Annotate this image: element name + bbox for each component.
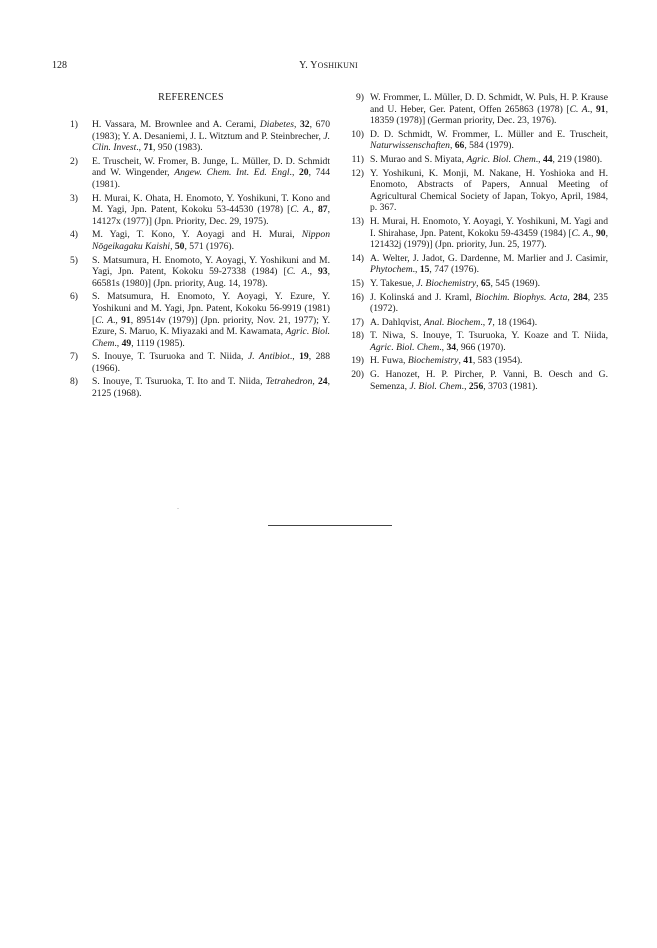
reference-volume: 34 xyxy=(446,341,457,353)
running-head-smallcaps: OSHIKUNI xyxy=(317,61,358,70)
reference-journal: Biochemistry xyxy=(407,355,459,367)
reference-volume: 66 xyxy=(454,140,465,152)
reference-segment: S. Inouye, T. Tsuruoka and T. Niida, xyxy=(92,351,248,363)
reference-segment: , xyxy=(449,140,455,152)
reference-segment: A. Welter, J. Jadot, G. Dardenne, M. Marlier and J. Casimir, xyxy=(370,252,608,264)
reference-journal: C. A xyxy=(286,266,308,278)
reference-segment: ., xyxy=(289,167,299,179)
reference-number: 2) xyxy=(70,155,78,167)
reference-volume: 284 xyxy=(573,291,588,303)
reference-number: 10) xyxy=(351,128,364,140)
reference-item xyxy=(346,355,608,367)
reference-text xyxy=(92,376,330,399)
reference-number: 8) xyxy=(70,376,78,388)
reference-journal: Nippon Nōgeikagaku Kaishi xyxy=(92,229,330,252)
reference-text xyxy=(370,355,522,366)
reference-segment: H. Vassara, M. Brownlee and A. Cerami, xyxy=(92,119,260,130)
reference-item xyxy=(346,129,608,152)
reference-volume: 91 xyxy=(596,103,606,115)
reference-segment: ., xyxy=(309,204,318,216)
reference-segment: , 219 (1980). xyxy=(552,153,603,165)
reference-volume: 41 xyxy=(463,355,473,367)
reference-item xyxy=(52,156,330,191)
reference-journal: J. Biochemistry xyxy=(416,277,477,289)
reference-text xyxy=(92,291,330,348)
page-header xyxy=(0,60,657,74)
reference-segment: ., xyxy=(587,103,596,115)
reference-journal: Agric. Biol. Chem xyxy=(92,326,331,349)
reference-journal: Angew. Chem. Int. Ed. Engl xyxy=(174,167,290,179)
reference-item xyxy=(52,193,330,228)
reference-journal: J. Antibiot xyxy=(247,351,290,363)
reference-text xyxy=(92,119,330,153)
reference-journal: C. A xyxy=(95,314,114,326)
reference-segment: ., xyxy=(535,153,543,165)
reference-volume: 49 xyxy=(121,337,132,349)
reference-segment: T. Niwa, S. Inouye, T. Tsuruoka, Y. Koaze and T. Niida, xyxy=(370,330,608,342)
reference-segment: , 89514v (1979)] (Jpn. priority, Nov. 21, 1977); Y. Ezure, S. Maruo, K. Miyazaki and M. Kawamata, xyxy=(92,314,330,338)
reference-text xyxy=(370,292,608,315)
reference-item xyxy=(346,168,608,214)
reference-segment: , 2125 (1968). xyxy=(92,376,330,400)
reference-item xyxy=(346,292,608,315)
running-head xyxy=(0,60,657,71)
reference-number: 16) xyxy=(351,291,364,303)
reference-text xyxy=(370,92,608,126)
reference-volume: 71 xyxy=(143,142,154,154)
reference-item xyxy=(346,216,608,251)
reference-segment: , 950 (1983). xyxy=(153,142,203,154)
reference-segment: S. Murao and S. Miyata, xyxy=(370,153,467,165)
reference-journal: Naturwissenschaften xyxy=(370,140,450,152)
reference-volume: 44 xyxy=(542,153,553,165)
reference-number: 18) xyxy=(351,330,364,342)
reference-segment: , 571 (1976). xyxy=(184,240,235,252)
reference-text xyxy=(370,216,608,250)
reference-segment: , 747 (1976). xyxy=(429,264,479,276)
references-right-column xyxy=(346,92,608,394)
reference-item xyxy=(346,369,608,392)
reference-journal: J. Clin. Invest xyxy=(92,130,330,154)
reference-journal: C. A xyxy=(569,103,588,115)
reference-item xyxy=(52,229,330,252)
reference-item xyxy=(52,255,330,290)
reference-journal: Tetrahedron xyxy=(265,376,313,388)
reference-number: 3) xyxy=(70,192,78,204)
reference-number: 15) xyxy=(351,277,364,289)
reference-journal: J. Biol. Chem xyxy=(409,380,462,392)
reference-segment: D. D. Schmidt, W. Frommer, L. Müller and E. Truscheit, xyxy=(370,128,608,140)
reference-segment: , 670 (1983); Y. A. Desaniemi, J. L. Witztum and P. Steinbrecher, xyxy=(92,119,331,142)
reference-segment: G. Hanozet, H. P. Pircher, P. Vanni, B. Oesch and G. Semenza, xyxy=(370,369,608,392)
reference-item xyxy=(346,253,608,276)
reference-volume: 32 xyxy=(300,119,310,130)
reference-segment: , 966 (1970). xyxy=(456,341,506,353)
reference-segment: Y. Yoshikuni, K. Monji, M. Nakane, H. Yoshioka and H. Enomoto, Abstracts of Papers, Annual Meeting of Agricultural Chemical Society of Japan, Tokyo, April, 1984, p. 367. xyxy=(370,167,608,214)
reference-segment: , 583 (1954). xyxy=(472,355,523,367)
reference-item xyxy=(346,330,608,353)
reference-segment: A. Dahlqvist, xyxy=(370,316,424,328)
reference-segment: , 121432j (1979)] (Jpn. priority, Jun. 25, 1977). xyxy=(370,227,608,251)
reference-number: 4) xyxy=(70,229,78,241)
reference-segment: S. Matsumura, H. Enomoto, Y. Aoyagi, Y. Yoshikuni and M. Yagi, Jpn. Patent, Kokoku 59-27338 (1984) [ xyxy=(92,254,330,278)
reference-segment: , 18359 (1978)] (German priority, Dec. 23, 1976). xyxy=(370,103,608,127)
reference-text xyxy=(370,317,537,328)
reference-item xyxy=(52,291,330,349)
reference-volume: 50 xyxy=(174,240,185,252)
reference-text xyxy=(92,193,330,227)
reference-volume: 65 xyxy=(480,277,491,289)
reference-number: 14) xyxy=(351,252,364,264)
reference-segment: E. Truscheit, W. Fromer, B. Junge, L. Müller, D. D. Schmidt and W. Wingender, xyxy=(92,155,330,179)
reference-segment: , 1119 (1985). xyxy=(131,337,185,349)
reference-segment: ., xyxy=(412,264,420,276)
reference-segment: ., xyxy=(439,341,447,353)
reference-volume: 256 xyxy=(468,380,484,392)
reference-number: 11) xyxy=(351,153,364,165)
reference-number: 5) xyxy=(70,254,78,266)
reference-journal: Diabetes xyxy=(259,119,294,130)
reference-segment: , xyxy=(312,376,318,388)
reference-item xyxy=(52,119,330,154)
reference-text xyxy=(92,351,330,374)
reference-segment: H. Fuwa, xyxy=(370,355,408,367)
reference-text xyxy=(370,369,608,392)
reference-segment: , 235 (1972). xyxy=(370,291,608,315)
reference-item xyxy=(52,376,330,399)
reference-segment: ., xyxy=(461,380,469,392)
reference-item xyxy=(346,278,608,290)
references-list-right xyxy=(346,92,608,392)
references-left-column xyxy=(52,92,330,402)
reference-segment: , 3703 (1981). xyxy=(483,380,538,392)
reference-segment: H. Murai, K. Ohata, H. Enomoto, Y. Yoshikuni, T. Kono and M. Yagi, Jpn. Patent, Kokoku 53-44530 (1978) [ xyxy=(92,192,330,216)
reference-segment: ., xyxy=(588,227,596,239)
reference-journal: Agric. Biol. Chem xyxy=(466,153,536,165)
stray-mark: . xyxy=(177,502,179,511)
reference-number: 6) xyxy=(70,291,78,303)
reference-text xyxy=(370,168,608,214)
references-list-left xyxy=(52,119,330,400)
reference-segment: , 545 (1969). xyxy=(490,277,541,289)
reference-item xyxy=(346,317,608,329)
reference-item xyxy=(346,92,608,127)
reference-text xyxy=(92,255,330,289)
reference-segment: , xyxy=(293,119,300,130)
reference-number: 13) xyxy=(351,215,364,227)
reference-journal: C. A xyxy=(290,204,310,216)
reference-volume: 87 xyxy=(318,204,328,216)
reference-number: 9) xyxy=(356,92,364,103)
reference-text xyxy=(370,253,608,276)
reference-segment: , 14127x (1977)] (Jpn. Priority, Dec. 29, 1975). xyxy=(92,204,330,227)
reference-segment: , xyxy=(567,291,574,303)
reference-volume: 15 xyxy=(419,264,430,276)
reference-volume: 7 xyxy=(487,316,493,328)
reference-volume: 93 xyxy=(318,266,328,278)
reference-segment: S. Inouye, T. Tsuruoka, T. Ito and T. Niida, xyxy=(92,376,266,388)
reference-segment: ., xyxy=(136,142,144,154)
reference-volume: 20 xyxy=(298,167,309,179)
reference-segment: J. Kolinská and J. Kraml, xyxy=(370,291,476,303)
reference-journal: Agric. Biol. Chem xyxy=(370,341,440,353)
reference-segment: W. Frommer, L. Müller, D. D. Schmidt, W. Puls, H. P. Krause and U. Heber, Ger. Patent, Offen 265863 (1978) [ xyxy=(370,92,608,115)
reference-item xyxy=(52,351,330,374)
reference-number: 19) xyxy=(351,355,364,367)
reference-segment: , 18 (1964). xyxy=(492,316,538,328)
reference-segment: ., xyxy=(480,316,488,328)
reference-segment: S. Matsumura, H. Enomoto, Y. Aoyagi, Y. Ezure, Y. Yoshikuni and M. Yagi, Jpn. Patent, Kokoku 56-9919 (1981) [ xyxy=(92,291,330,326)
reference-segment: ., xyxy=(307,266,318,278)
reference-journal: Anal. Biochem xyxy=(423,316,481,328)
reference-text xyxy=(92,156,330,190)
end-rule xyxy=(268,525,392,526)
reference-text xyxy=(92,229,330,252)
reference-volume: 90 xyxy=(596,227,606,239)
reference-journal: Biochim. Biophys. Acta xyxy=(475,291,568,303)
reference-segment: , xyxy=(458,355,464,367)
reference-text xyxy=(370,330,608,353)
section-title: REFERENCES xyxy=(158,92,224,103)
reference-segment: ., xyxy=(289,351,300,363)
running-head-initial: Y. Y xyxy=(299,60,318,71)
reference-segment: , xyxy=(170,240,175,252)
reference-segment: , xyxy=(476,277,481,289)
reference-number: 17) xyxy=(351,316,364,328)
reference-journal: Phytochem xyxy=(370,264,413,276)
reference-number: 12) xyxy=(351,167,364,179)
page-number: 128 xyxy=(52,60,67,71)
reference-volume: 91 xyxy=(121,314,131,326)
reference-segment: , 584 (1979). xyxy=(464,140,514,152)
reference-number: 7) xyxy=(70,351,78,363)
reference-number: 1) xyxy=(70,119,78,130)
reference-segment: H. Murai, H. Enomoto, Y. Aoyagi, Y. Yoshikuni, M. Yagi and I. Shirahase, Jpn. Patent, Kokoku 59-43459 (1984) [ xyxy=(370,215,608,239)
reference-text xyxy=(370,278,540,289)
reference-segment: ., xyxy=(114,337,122,349)
reference-segment: M. Yagi, T. Kono, Y. Aoyagi and H. Murai, xyxy=(92,229,302,241)
reference-journal: C. A xyxy=(571,227,589,239)
reference-volume: 19 xyxy=(299,351,309,363)
reference-segment: Y. Takesue, xyxy=(370,277,417,289)
reference-text xyxy=(370,154,602,165)
reference-segment: , 744 (1981). xyxy=(92,167,330,190)
reference-text xyxy=(370,129,608,152)
reference-number: 20) xyxy=(351,369,364,381)
reference-item xyxy=(346,154,608,166)
reference-segment: , 66581s (1980)] (Jpn. priority, Aug. 14, 1978). xyxy=(92,266,330,289)
reference-segment: , 288 (1966). xyxy=(92,351,331,374)
reference-segment: ., xyxy=(113,314,122,326)
reference-volume: 24 xyxy=(318,376,328,388)
